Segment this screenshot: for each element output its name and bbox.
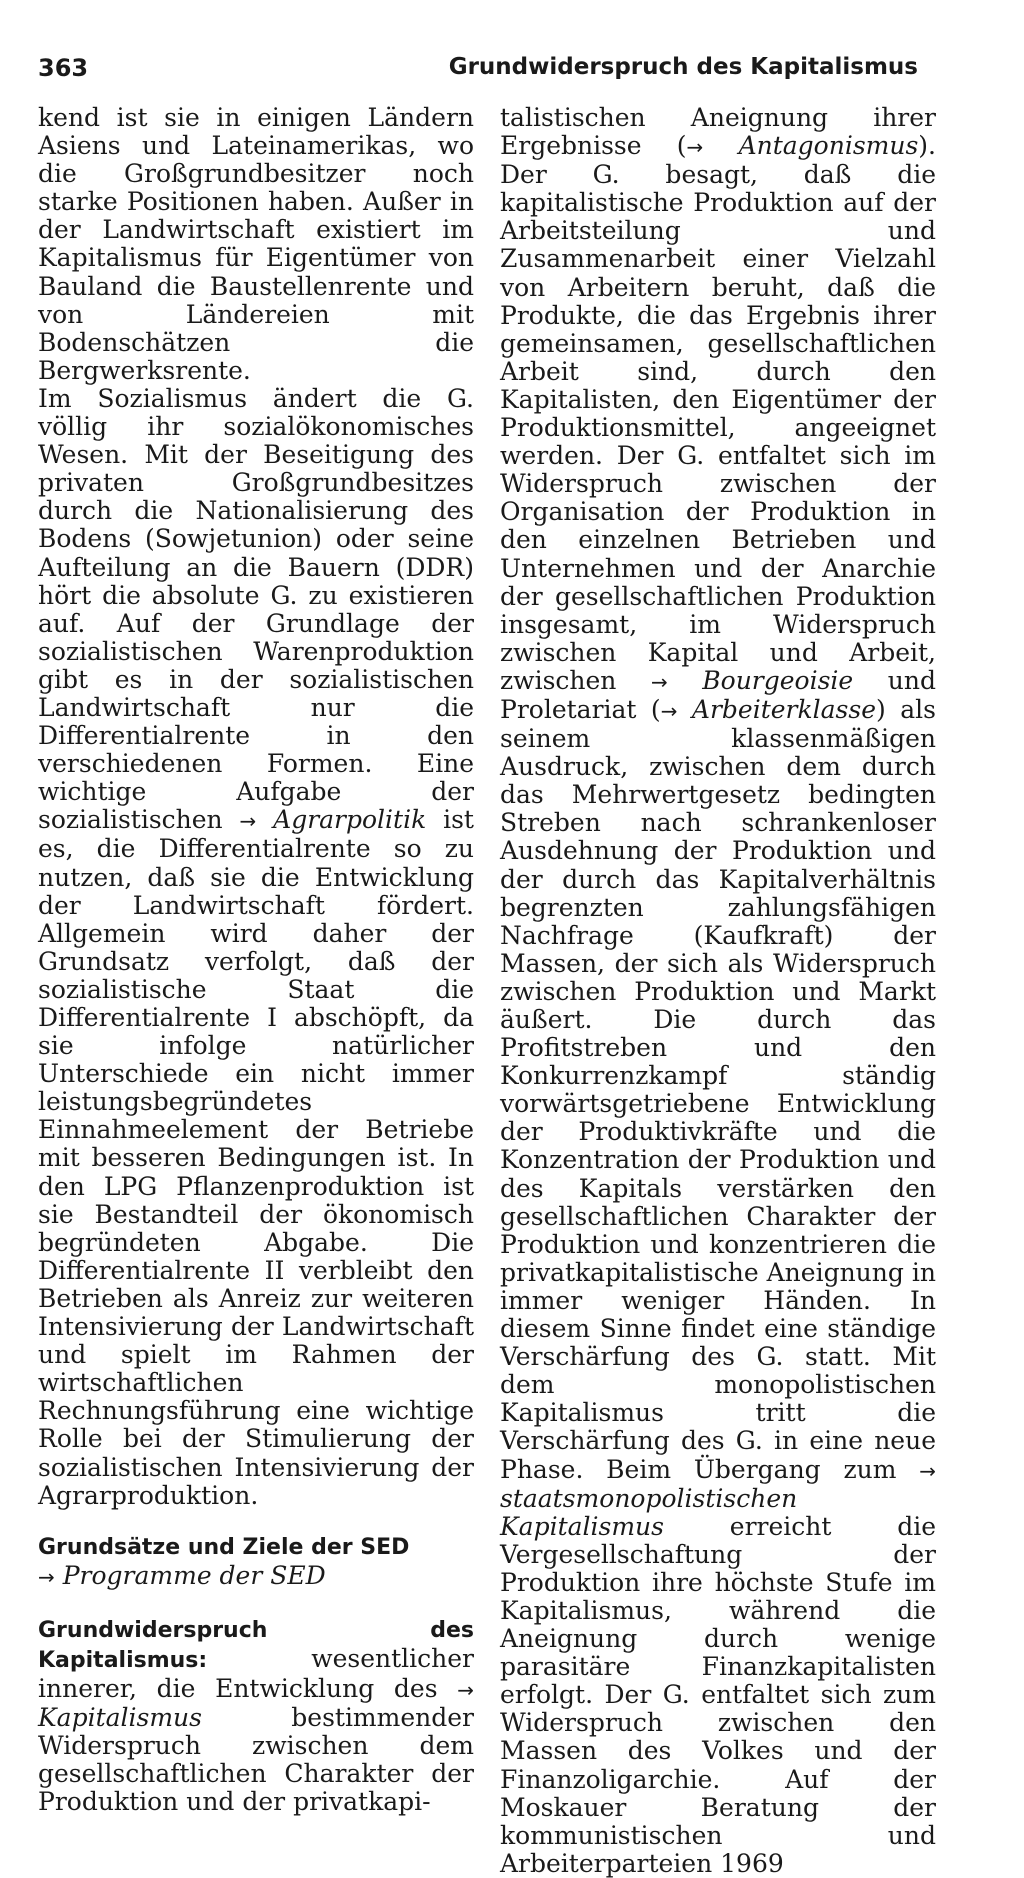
paragraph-text: und Proletariat ( xyxy=(500,665,936,724)
cross-reference-agrarpolitik[interactable]: Agrarpolitik xyxy=(273,805,427,835)
paragraph-text: talistischen Aneignung ihrer Ergebnisse ( xyxy=(500,103,936,161)
entry-reference xyxy=(38,1562,474,1591)
paragraph-continuation xyxy=(500,104,936,1878)
cross-reference-arrow-icon: → xyxy=(239,809,257,834)
paragraph-text: ) als seinem klassenmäßigen Ausdruck, zwischen dem durch das Mehrwertgesetz bedingten Streben nach schrankenloser Ausdehnung der Produktion und der durch das Kapitalverhältnis begrenzten zahlungsfähigen Nachfrage (Kaufkraft) der Massen, der sich als Widerspruch zwischen Produktion und Markt äußert. Die durch das Profitstreben und den Konkurrenzkampf ständig vorwärtsgetriebene Entwicklung der Produktivkräfte und die Konzentration der Produktion und des Kapitals verstärken den gesellschaftlichen Charakter der Produktion und konzentrieren die privatkapitalistische Aneignung in immer weniger Händen. In diesem Sinne findet eine ständige Verschärfung des G. statt. Mit dem monopolistischen Kapitalismus tritt die Verschärfung des G. in eine neue Phase. Beim Übergang zum xyxy=(500,694,936,1484)
cross-reference-arrow-icon: → xyxy=(660,698,678,723)
cross-reference-arrow-icon: → xyxy=(38,1564,55,1589)
cross-reference-arbeiterklasse[interactable]: Arbeiterklasse xyxy=(691,694,877,724)
running-head: Grundwiderspruch des Kapitalismus xyxy=(448,54,918,80)
page-number: 363 xyxy=(38,54,89,82)
cross-reference-arrow-icon: → xyxy=(919,1458,936,1483)
cross-reference-arrow-icon: → xyxy=(650,669,668,694)
cross-reference-stamokap[interactable]: staatsmonopolistischen Kapitalismus xyxy=(500,1483,798,1541)
entry-grundsaetze xyxy=(38,1534,474,1591)
paragraph-text: wesentlicher innerer, die Entwicklung des xyxy=(38,1643,474,1703)
entry-body xyxy=(38,1615,474,1816)
paragraph-text: bestimmender Widerspruch zwischen dem gesellschaftlichen Charakter der Produktion und der privatkapi- xyxy=(38,1702,474,1817)
entry-grundwiderspruch xyxy=(38,1615,474,1816)
cross-reference-programme[interactable]: Programme der SED xyxy=(62,1560,326,1590)
right-column xyxy=(500,104,936,1878)
page-header xyxy=(38,48,918,88)
cross-reference-bourgeoisie[interactable]: Bourgeoisie xyxy=(702,665,854,695)
paragraph-text: erreicht die Vergesellschaftung der Produktion ihre höchste Stufe im Kapitalismus, während die Aneignung durch wenige parasitäre Finanzkapitalisten erfolgt. Der G. entfaltet sich zum Widerspruch zwischen den Massen des Volkes und der Finanzoligarchie. Auf der Moskauer Beratung der kommunistischen und Arbeiterparteien 1969 xyxy=(500,1511,936,1878)
cross-reference-antagonismus[interactable]: Antagonismus xyxy=(738,131,919,161)
paragraph-text: ). Der G. besagt, daß die kapitalistische Produktion auf der Arbeitsteilung und Zusammenarbeit einer Vielzahl von Arbeitern beruht, daß die Produkte, die das Ergebnis ihrer gemeinsamen, gesellschaftlichen Arbeit sind, durch den Kapitalisten, den Eigentümer der Produktionsmittel, angeeignet werden. Der G. entfaltet sich im Widerspruch zwischen der Organisation der Produktion in den einzelnen Betrieben und Unternehmen und der Anarchie der gesellschaftlichen Produktion insgesamt, im Widerspruch zwischen Kapital und Arbeit, zwischen xyxy=(500,131,936,695)
cross-reference-kapitalismus[interactable]: Kapitalismus xyxy=(38,1702,202,1732)
entry-heading: Grundwiderspruch des Kapitalismus: xyxy=(38,1617,474,1673)
paragraph-baustellenrente: kend ist sie in einigen Ländern Asiens und Lateinamerikas, wo die Großgrundbesitzer noch starke Positionen haben. Außer in der Landwirtschaft existiert im Kapitalismus für Eigentümer von Bauland die Baustellenrente und von Ländereien mit Bodenschätzen die Bergwerksrente. xyxy=(38,103,474,385)
paragraph-text: ist es, die Differentialrente so zu nutzen, daß sie die Entwicklung der Landwirtschaft fördert. Allgemein wird daher der Grundsatz verfolgt, daß der sozialistische Staat die Differentialrente I abschöpft, da sie infolge natürlicher Unterschiede ein nicht immer leistungsbegründetes Einnahmeelement der Betriebe mit besseren Bedingungen ist. In den LPG Pflanzenproduktion ist sie Bestandteil der ökonomisch begründeten Abgabe. Die Differentialrente II verbleibt den Betrieben als Anreiz zur weiteren Intensivierung der Landwirtschaft und spielt im Rahmen der wirtschaftlichen Rechnungsführung eine wichtige Rolle bei der Stimulierung der sozialistischen Intensivierung der Agrarproduktion. xyxy=(38,805,474,1510)
paragraph-text: Im Sozialismus ändert die G. völlig ihr sozialökonomisches Wesen. Mit der Beseitigung des privaten Großgrundbesitzes durch die Nationalisierung des Bodens (Sowjetunion) oder seine Aufteilung an die Bauern (DDR) hört die absolute G. zu existieren auf. Auf der Grundlage der sozialistischen Warenproduktion gibt es in der sozialistischen Landwirtschaft nur die Differentialrente in den verschiedenen Formen. Eine wichtige Aufgabe der sozialistischen xyxy=(38,383,474,835)
paragraph-sozialismus xyxy=(38,385,474,1510)
cross-reference-arrow-icon: → xyxy=(686,135,704,160)
entry-heading: Grundsätze und Ziele der SED xyxy=(38,1534,410,1560)
cross-reference-arrow-icon: → xyxy=(457,1677,475,1702)
left-column xyxy=(38,104,474,1816)
